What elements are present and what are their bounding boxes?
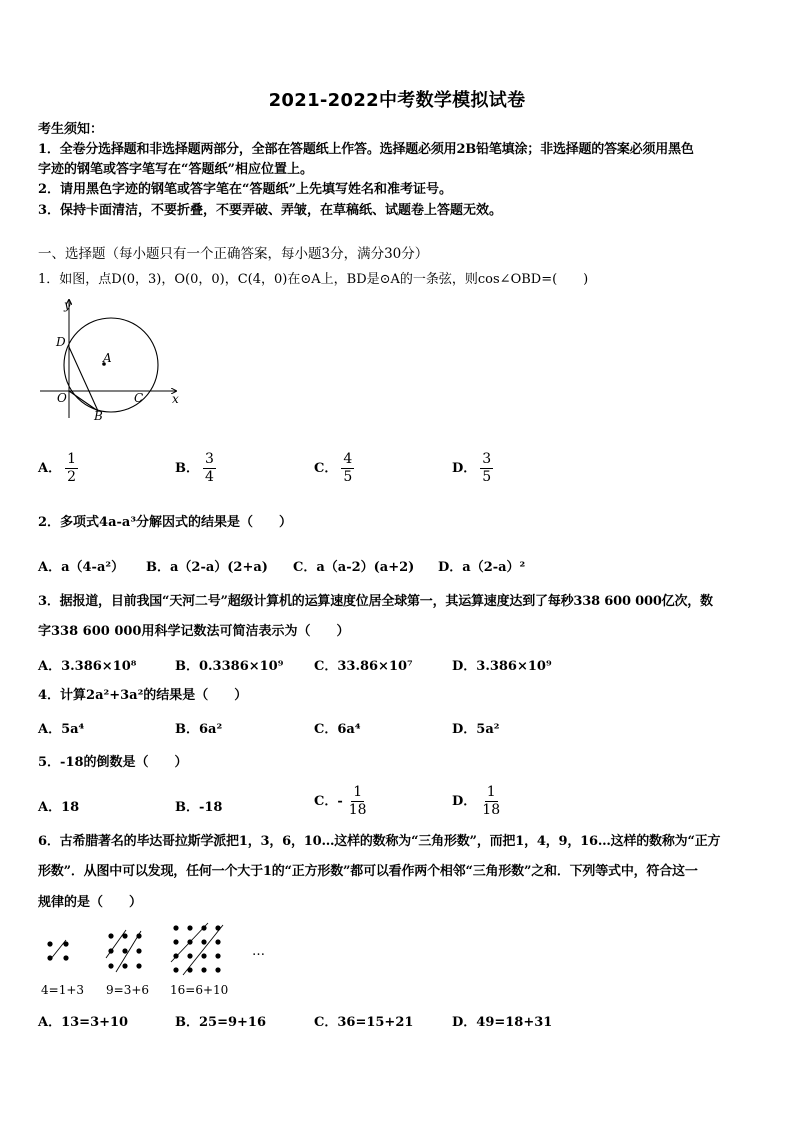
- dot-square-4x4: [171, 923, 223, 975]
- q3-option-d[interactable]: D．3.386×10⁹: [452, 659, 552, 674]
- label-a: A: [103, 351, 112, 365]
- q6-stem-a: 6．古希腊著名的毕达哥拉斯学派把1，3，6，10…这样的数称为“三角形数”，而把1，4，9，16…这样的数称为“正方: [38, 834, 721, 849]
- q1-option-c[interactable]: C． $\frac{4}{5}$: [314, 451, 353, 485]
- q5-option-b[interactable]: B．-18: [175, 800, 223, 815]
- q3-option-b[interactable]: B．0.3386×10⁹: [175, 659, 284, 674]
- q6-ellipsis: …: [252, 944, 265, 959]
- notice-line-1b: 字迹的钢笔或答字笔写在“答题纸”相应位置上。: [38, 162, 313, 177]
- label-y: y: [64, 298, 71, 312]
- q6-caption-2: 9=3+6: [106, 983, 150, 997]
- q6-option-a[interactable]: A．13=3+10: [38, 1015, 129, 1030]
- q5-option-a[interactable]: A．18: [38, 800, 80, 815]
- label-o: O: [57, 391, 67, 405]
- q1-stem: 1．如图，点D(0，3)，O(0，0)，C(4，0)在⊙A上，BD是⊙A的一条弦，则cos∠OBD=( ): [38, 272, 589, 287]
- q4-option-c[interactable]: C．6a⁴: [314, 722, 361, 737]
- section-heading: 一、选择题（每小题只有一个正确答案，每小题3分，满分30分）: [38, 246, 429, 262]
- q1-figure: [36, 296, 184, 426]
- label-x: x: [172, 392, 179, 406]
- q4-stem: 4．计算2a²+3a²的结果是（ ）: [38, 688, 248, 703]
- q3-option-a[interactable]: A．3.386×10⁸: [38, 659, 137, 674]
- q3-stem-b: 字338 600 000用科学记数法可简洁表示为（ ）: [38, 624, 350, 639]
- q5-option-c[interactable]: C．- $\frac{1}{18}$: [314, 784, 367, 818]
- q6-caption-1: 4=1+3: [41, 983, 85, 997]
- label-c: C: [134, 391, 144, 405]
- q6-stem-c: 规律的是（ ）: [38, 895, 143, 910]
- q4-option-b[interactable]: B．6a²: [175, 722, 223, 737]
- q4-option-d[interactable]: D．5a²: [452, 722, 500, 737]
- q2-option-d[interactable]: D．a（2-a）²: [438, 560, 526, 575]
- q3-stem-a: 3．据报道，目前我国“天河二号”超级计算机的运算速度位居全球第一，其运算速度达到了每秒338 600 000亿次，数: [38, 594, 713, 609]
- q2-option-b[interactable]: B．a（2-a）(2+a): [146, 560, 268, 575]
- q6-stem-b: 形数”．从图中可以发现，任何一个大于1的“正方形数”都可以看作两个相邻“三角形数”之和．下列等式中，符合这一: [38, 864, 698, 879]
- q6-option-d[interactable]: D．49=18+31: [452, 1015, 553, 1030]
- label-b: B: [94, 409, 103, 423]
- notice-line-2: 2．请用黑色字迹的钢笔或答字笔在“答题纸”上先填写姓名和准考证号。: [38, 182, 453, 197]
- q2-stem: 2．多项式4a-a³分解因式的结果是（ ）: [38, 515, 293, 530]
- q6-dot-figures: [38, 922, 278, 978]
- notice-line-1a: 1．全卷分选择题和非选择题两部分，全部在答题纸上作答。选择题必须用2B铅笔填涂；非选择题的答案必须用黑色: [38, 142, 694, 157]
- dot-square-3x3: [106, 930, 142, 972]
- label-d: D: [56, 335, 66, 349]
- q1-option-a[interactable]: A． $\frac{1}{2}$: [38, 451, 77, 485]
- page-title: 2021-2022中考数学模拟试卷: [268, 90, 526, 111]
- q6-option-b[interactable]: B．25=9+16: [175, 1015, 267, 1030]
- q1-option-b[interactable]: B． $\frac{3}{4}$: [175, 451, 214, 485]
- q5-option-d[interactable]: D． $\frac{1}{18}$: [452, 784, 501, 818]
- dot-square-2x2: [47, 940, 68, 961]
- q2-option-a[interactable]: A．a（4-a²）: [38, 560, 125, 575]
- q3-option-c[interactable]: C．33.86×10⁷: [314, 659, 413, 674]
- q1-option-d[interactable]: D． $\frac{3}{5}$: [452, 451, 492, 485]
- notice-heading: 考生须知：: [38, 122, 104, 137]
- q5-stem: 5．-18的倒数是（ ）: [38, 755, 188, 770]
- notice-line-3: 3．保持卡面清洁，不要折叠，不要弄破、弄皱，在草稿纸、试题卷上答题无效。: [38, 203, 503, 218]
- q6-caption-3: 16=6+10: [170, 983, 229, 997]
- q4-option-a[interactable]: A．5a⁴: [38, 722, 85, 737]
- q2-option-c[interactable]: C．a（a-2）(a+2): [293, 560, 415, 575]
- q6-option-c[interactable]: C．36=15+21: [314, 1015, 414, 1030]
